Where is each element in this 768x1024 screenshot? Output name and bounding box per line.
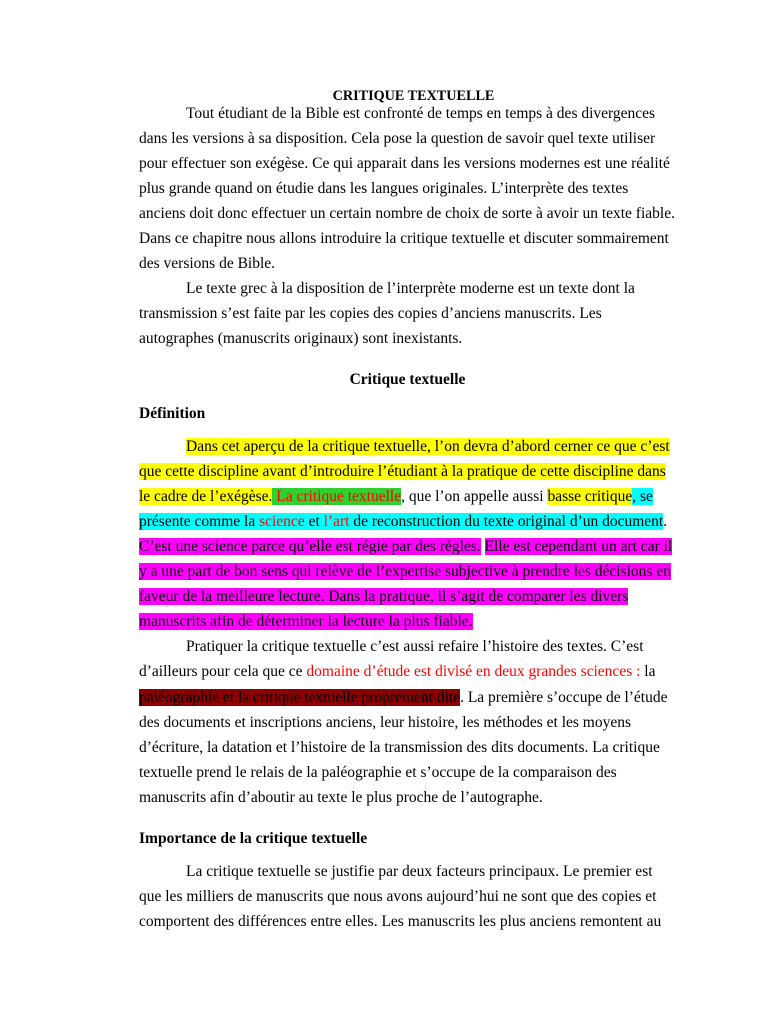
text-run: , que l’on appelle aussi xyxy=(401,487,548,505)
colored-text: domaine d’étude est divisé en deux grandes sciences : xyxy=(306,663,641,681)
highlighted-text: , se xyxy=(632,487,653,505)
text-run: . xyxy=(663,512,668,530)
text-line xyxy=(139,859,676,884)
text-line xyxy=(139,785,676,810)
definition-body xyxy=(139,434,676,810)
section-heading: Critique textuelle xyxy=(349,371,466,389)
highlighted-text: paléographie et la critique textuelle proprement dite xyxy=(139,688,461,706)
text-line xyxy=(139,735,676,760)
paragraph xyxy=(139,859,676,934)
text-run: autographes (manuscrits originaux) sont inexistants. xyxy=(139,330,463,348)
text-line xyxy=(139,685,676,710)
highlighted-text: que cette discipline avant d’introduire l’étudiant à la pratique de cette discipline dans xyxy=(139,462,666,480)
text-line xyxy=(139,710,676,735)
text-run: transmission s’est faite par les copies des copies d’anciens manuscrits. Les xyxy=(139,305,602,323)
text-line xyxy=(139,101,676,126)
text-run: Tout étudiant de la Bible est confronté de temps en temps à des divergences xyxy=(186,104,656,122)
text-line xyxy=(139,251,676,276)
text-run: que les milliers de manuscrits que nous avons aujourd’hui ne sont que des copies et xyxy=(139,888,657,906)
highlighted-text: faveur de la meilleure lecture. Dans la pratique, il s’agit de comparer les divers xyxy=(139,588,629,606)
text-run xyxy=(481,538,485,555)
highlighted-text: et xyxy=(304,512,324,530)
text-run: textuelle prend le relais de la paléographie et s’occupe de la comparaison des xyxy=(139,763,617,781)
text-run: Le texte grec à la disposition de l’interprète moderne est un texte dont la xyxy=(186,280,635,298)
highlighted-text: basse critique xyxy=(547,487,633,505)
highlighted-text: Dans cet aperçu de la critique textuelle, l’on devra d’abord cerner ce que c’est xyxy=(186,437,670,455)
text-line xyxy=(139,509,676,534)
text-line xyxy=(139,884,676,909)
text-line xyxy=(139,459,676,484)
text-line xyxy=(139,534,676,559)
text-run: la xyxy=(640,663,656,681)
text-run: Pratiquer la critique textuelle c’est aussi refaire l’histoire des textes. C’est xyxy=(186,638,644,656)
highlighted-text: C’est une science parce qu’elle est régie par des règles. xyxy=(139,538,481,555)
text-line xyxy=(139,634,676,659)
text-line xyxy=(139,659,676,684)
text-line xyxy=(139,434,676,459)
text-run: La critique textuelle se justifie par deux facteurs principaux. Le premier est xyxy=(186,863,653,881)
text-line xyxy=(139,584,676,609)
text-line xyxy=(139,909,676,934)
intro-body xyxy=(139,101,676,352)
text-run: plus grande quand on étudie dans les langues originales. L’interprète des textes xyxy=(139,179,629,197)
document-title: CRITIQUE TEXTUELLE xyxy=(332,88,495,104)
text-run: Dans ce chapitre nous allons introduire la critique textuelle et discuter sommairement xyxy=(139,229,669,247)
document-body xyxy=(139,88,676,934)
paragraph xyxy=(139,634,676,810)
text-line xyxy=(139,609,676,634)
paragraph xyxy=(139,276,676,351)
text-run: d’écriture, la datation et l’histoire de la transmission des dits documents. La critique xyxy=(139,738,660,756)
text-run: d’ailleurs pour cela que ce xyxy=(139,663,307,681)
highlighted-text: de reconstruction du texte original d’un document xyxy=(349,512,664,530)
text-run: manuscrits afin d’aboutir au texte le plus proche de l’autographe. xyxy=(139,788,543,806)
text-line xyxy=(139,276,676,301)
paragraph xyxy=(139,101,676,277)
highlighted-text: y a une part de bon sens qui relève de l’expertise subjective à prendre les décisions en xyxy=(139,563,671,581)
text-line xyxy=(139,226,676,251)
highlighted-text: manuscrits afin de déterminer la lecture la plus fiable. xyxy=(139,613,473,631)
text-line xyxy=(139,176,676,201)
text-line xyxy=(139,484,676,509)
text-run: pour effectuer son exégèse. Ce qui apparait dans les versions modernes est une réalité xyxy=(139,154,670,172)
importance-body xyxy=(139,859,676,934)
paragraph xyxy=(139,434,676,635)
text-line xyxy=(139,301,676,326)
highlighted-text: La critique textuelle xyxy=(272,487,402,505)
text-line xyxy=(139,151,676,176)
text-line xyxy=(139,559,676,584)
importance-heading: Importance de la critique textuelle xyxy=(139,830,368,848)
highlighted-text: Elle est cependant un art car il xyxy=(484,538,673,555)
text-run: . La première s’occupe de l’étude xyxy=(460,688,668,706)
highlighted-text: présente comme la xyxy=(139,512,260,530)
text-run: dans les versions à sa disposition. Cela pose la question de savoir quel texte utiliser xyxy=(139,129,656,147)
text-run: anciens doit donc effectuer un certain nombre de choix de sorte à avoir un texte fiable. xyxy=(139,204,675,222)
definition-heading: Définition xyxy=(139,404,206,422)
text-line xyxy=(139,326,676,351)
text-run: comportent des différences entre elles. Les manuscrits les plus anciens remontent au xyxy=(139,913,662,931)
text-line xyxy=(139,201,676,226)
highlighted-text: le cadre de l’exégèse. xyxy=(139,487,273,505)
highlighted-text: science xyxy=(259,512,305,530)
text-line xyxy=(139,126,676,151)
text-run: des versions de Bible. xyxy=(139,255,276,273)
highlighted-text: l’art xyxy=(323,512,350,530)
text-run: des documents et inscriptions anciens, leur histoire, les méthodes et les moyens xyxy=(139,713,632,731)
text-line xyxy=(139,760,676,785)
